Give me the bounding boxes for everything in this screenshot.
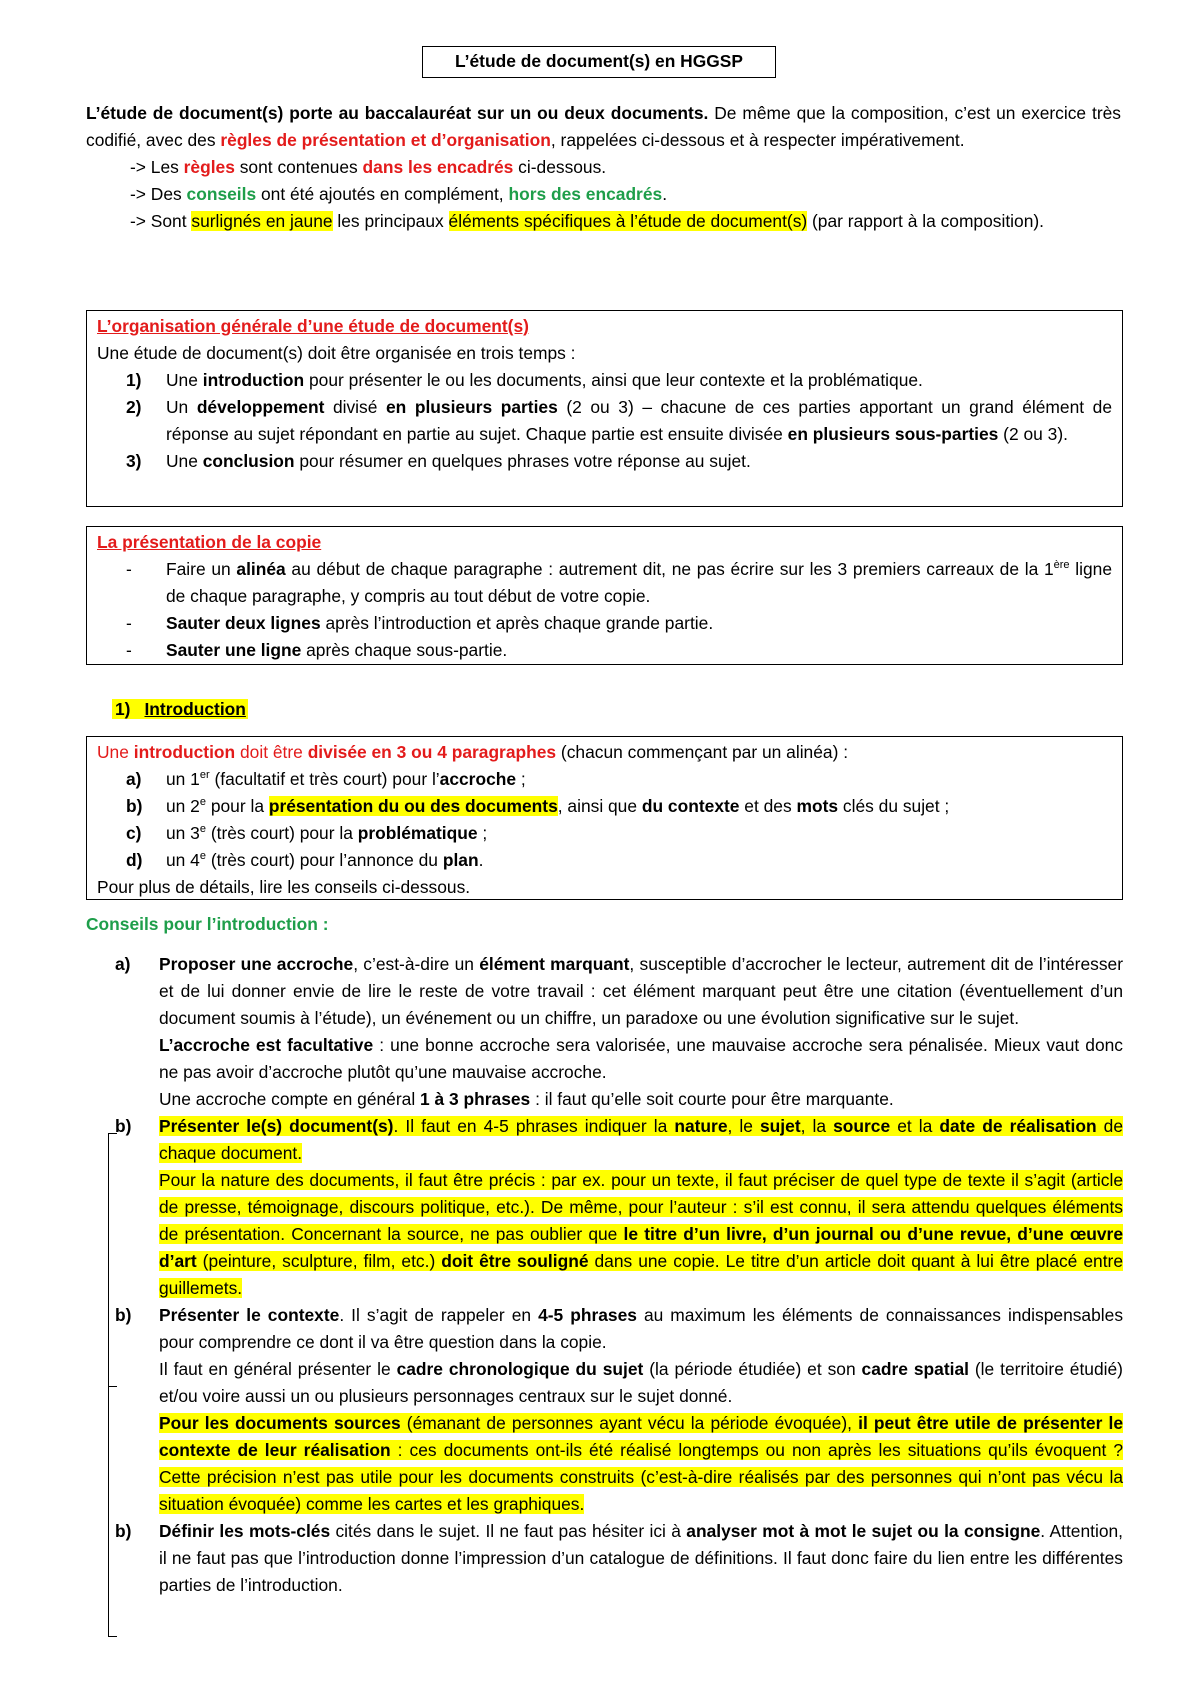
bold-text: analyser mot à mot le sujet ou la consigne xyxy=(686,1521,1041,1541)
text: Une xyxy=(166,451,203,471)
text: un 4 xyxy=(166,850,200,870)
text: Une xyxy=(166,370,203,390)
intro-bold: L’étude de document(s) porte au baccalauréat sur un ou deux documents. xyxy=(86,103,709,123)
text: , la xyxy=(800,1116,834,1136)
item-letter: b) xyxy=(115,1305,132,1325)
item-bullet: - xyxy=(126,640,132,660)
intro-text: De même que la composition, c’est un exercice très codifié, avec des xyxy=(86,103,1121,150)
item-letter: a) xyxy=(115,954,131,974)
list-item xyxy=(97,793,1112,820)
bold-text: introduction xyxy=(202,370,305,390)
item-text xyxy=(166,367,1112,394)
conseil-item xyxy=(115,951,1123,1113)
superscript: e xyxy=(199,796,206,809)
text: , ainsi que xyxy=(557,796,642,816)
text: et la xyxy=(890,1116,940,1136)
red-text: introduction xyxy=(133,742,236,762)
bold-text: mots xyxy=(796,796,839,816)
text: . xyxy=(662,184,668,204)
list-item xyxy=(97,394,1112,448)
bold-text: le titre d’un livre, d’un journal ou d’une revue, d’une œuvre d’art xyxy=(159,1224,1123,1271)
text: ; xyxy=(516,769,526,789)
superscript: er xyxy=(199,769,210,782)
list-item xyxy=(97,367,1112,394)
bold-text: Pour les documents sources xyxy=(159,1413,401,1433)
text: et des xyxy=(739,796,797,816)
box-presentation xyxy=(86,526,1123,665)
text: : une bonne accroche sera valorisée, une mauvaise accroche sera pénalisée. Mieux vaut donc ne pas avoir d’accroche plutôt qu’une mauvaise accroche. xyxy=(159,1035,1123,1082)
item-bullet: - xyxy=(126,559,132,579)
conseils-list xyxy=(115,951,1123,1599)
red-text: règles xyxy=(183,157,235,177)
bold-text: sujet xyxy=(760,1116,801,1136)
bold-text: il peut être utile de présenter le contexte de leur réalisation xyxy=(159,1413,1124,1460)
red-text: doit être xyxy=(235,742,308,762)
item-text xyxy=(159,1302,1123,1518)
bold-text: alinéa xyxy=(236,559,286,579)
list-item xyxy=(97,637,1112,664)
red-text: dans les encadrés xyxy=(362,157,514,177)
list-item xyxy=(97,766,1112,793)
bold-text: 4-5 phrases xyxy=(538,1305,637,1325)
text: -> Des xyxy=(130,184,187,204)
superscript: e xyxy=(199,850,206,863)
list-item xyxy=(97,847,1112,874)
document-title: L’étude de document(s) en HGGSP xyxy=(422,46,776,78)
box-lead xyxy=(97,739,1112,766)
text: Un xyxy=(166,397,197,417)
item-text xyxy=(166,448,1112,475)
item-text xyxy=(166,637,1112,664)
intro-line-conseils xyxy=(86,181,1121,208)
text: Pour la nature des documents, il faut être précis : par ex. pour un texte, il faut préciser de quel type de texte il s’agit (article de presse, témoignage, discours politique, etc.). De même, pour l’auteur : s’il est connu, il sera attendu quelques éléments de présentation. Concernant la source, ne pas oublier que xyxy=(159,1170,1123,1244)
red-text: Une xyxy=(97,742,134,762)
text: (peinture, sculpture, film, etc.) xyxy=(196,1251,442,1271)
bold-text: Sauter une ligne xyxy=(166,640,302,660)
list-item xyxy=(97,556,1112,610)
item-letter: a) xyxy=(126,769,142,789)
item-text xyxy=(166,556,1112,610)
highlight-block xyxy=(159,1116,1123,1163)
text: pour présenter le ou les documents, ainsi que leur contexte et la problématique. xyxy=(304,370,923,390)
bold-text: source xyxy=(833,1116,891,1136)
green-text: conseils xyxy=(186,184,257,204)
text: ont été ajoutés en complément, xyxy=(256,184,509,204)
intro-text: , rappelées ci-dessous et à respecter impérativement. xyxy=(550,130,965,150)
text: au début de chaque paragraphe : autrement dit, ne pas écrire sur les 3 premiers carreaux de la 1 xyxy=(285,559,1054,579)
conseil-item xyxy=(115,1113,1123,1302)
bold-text: Proposer une accroche xyxy=(159,954,354,974)
text: (très court) pour l’annonce du xyxy=(205,850,443,870)
green-text: hors des encadrés xyxy=(508,184,663,204)
item-text xyxy=(166,766,1112,793)
item-bullet: - xyxy=(126,613,132,633)
bold-text: développement xyxy=(196,397,325,417)
item-number: 3) xyxy=(126,451,142,471)
text: Il faut en général présenter le xyxy=(159,1359,397,1379)
text: (la période étudiée) et son xyxy=(643,1359,862,1379)
bold-text: plan xyxy=(442,850,479,870)
text: divisé xyxy=(324,397,386,417)
text: après l’introduction et après chaque grande partie. xyxy=(320,613,714,633)
highlight-block xyxy=(159,1170,1123,1298)
text: pour la xyxy=(205,796,269,816)
bold-text: L’accroche est facultative xyxy=(159,1035,374,1055)
conseils-heading: Conseils pour l’introduction : xyxy=(86,914,329,934)
item-letter: b) xyxy=(126,796,143,816)
bold-text: en plusieurs sous-parties xyxy=(787,424,999,444)
intro-line-rules xyxy=(86,154,1121,181)
bold-text: Sauter deux lignes xyxy=(166,613,321,633)
text: . xyxy=(478,850,484,870)
item-text xyxy=(166,793,1112,820)
text: ci-dessous. xyxy=(513,157,607,177)
bold-text: Définir les mots-clés xyxy=(159,1521,331,1541)
bold-text: nature xyxy=(674,1116,728,1136)
text: sont contenues xyxy=(234,157,363,177)
text: cités dans le sujet. Il ne faut pas hésiter ici à xyxy=(330,1521,687,1541)
box-title: L’organisation générale d’une étude de document(s) xyxy=(97,316,529,336)
item-letter: c) xyxy=(126,823,142,843)
text: Une accroche compte en général xyxy=(159,1089,421,1109)
text: (par rapport à la composition). xyxy=(807,211,1044,231)
item-text xyxy=(166,394,1112,448)
item-text xyxy=(159,951,1123,1113)
item-number: 2) xyxy=(126,397,142,417)
conseil-item xyxy=(115,1518,1123,1599)
box-footer: Pour plus de détails, lire les conseils ci-dessous. xyxy=(97,877,471,897)
text: , susceptible d’accrocher le lecteur, autrement dit de l’intéresser et de lui donner envie de lire le reste de votre travail : cet élément marquant peut être une citation (éventuellement d’un document soumis à l’étude), un événement ou un chiffre, un paradoxe ou une évolution significative sur le sujet. xyxy=(159,954,1123,1028)
text: (chacun commençant par un alinéa) : xyxy=(556,742,849,762)
bold-text: Présenter le contexte xyxy=(159,1305,340,1325)
box-introduction xyxy=(86,736,1123,900)
text: (le territoire étudié) et/ou voire aussi un ou plusieurs personnages centraux sur le sujet donné. xyxy=(159,1359,1123,1406)
bold-text: élément marquant xyxy=(479,954,630,974)
highlight-block xyxy=(159,1413,1123,1514)
section-title: Introduction xyxy=(144,699,246,719)
item-text xyxy=(166,610,1112,637)
intro-line-highlight xyxy=(86,208,1121,235)
text: un 1 xyxy=(166,769,200,789)
item-text xyxy=(166,847,1112,874)
item-text xyxy=(159,1113,1123,1302)
bold-text: date de réalisation xyxy=(939,1116,1097,1136)
text: Faire un xyxy=(166,559,237,579)
text: après chaque sous-partie. xyxy=(301,640,508,660)
bold-text: Présenter le(s) document(s) xyxy=(159,1116,394,1136)
text: -> Sont xyxy=(130,211,192,231)
intro-section xyxy=(86,100,1121,235)
text: (émanant de personnes ayant vécu la période évoquée), xyxy=(400,1413,859,1433)
item-letter: d) xyxy=(126,850,143,870)
text: pour résumer en quelques phrases votre réponse au sujet. xyxy=(294,451,751,471)
text: (2 ou 3) – chacune de ces parties apportant un grand élément de réponse au sujet répondant en partie au sujet. Chaque partie est ensuite divisée xyxy=(166,397,1112,444)
bold-text: problématique xyxy=(357,823,478,843)
item-number: 1) xyxy=(126,370,142,390)
intro-red: règles de présentation et d’organisation xyxy=(220,130,551,150)
section-heading-introduction xyxy=(112,696,248,723)
text: dans une copie. Le titre d’un article doit quant à lui être placé entre guillemets. xyxy=(159,1251,1123,1298)
text: au maximum les éléments de connaissances indispensables pour comprendre ce dont il va être question dans la copie. xyxy=(159,1305,1124,1352)
box-title: La présentation de la copie xyxy=(97,532,322,552)
list-item xyxy=(97,448,1112,475)
text: un 3 xyxy=(166,823,200,843)
bold-text: 1 à 3 phrases xyxy=(420,1089,531,1109)
text: . Il faut en 4-5 phrases indiquer la xyxy=(393,1116,675,1136)
bold-text: cadre chronologique du sujet xyxy=(396,1359,644,1379)
box-organisation xyxy=(86,310,1123,507)
red-text: divisée en 3 ou 4 paragraphes xyxy=(307,742,557,762)
text: (très court) pour la xyxy=(205,823,358,843)
intro-paragraph xyxy=(86,100,1121,154)
text: ligne de chaque paragraphe, y compris au tout début de votre copie. xyxy=(166,559,1113,606)
text: . Il s’agit de rappeler en xyxy=(339,1305,539,1325)
bold-text: accroche xyxy=(439,769,517,789)
item-letter: b) xyxy=(115,1116,132,1136)
bold-text: du contexte xyxy=(641,796,740,816)
highlight-text: surlignés en jaune xyxy=(191,211,333,231)
text: -> Les xyxy=(130,157,184,177)
text: ; xyxy=(477,823,488,843)
conseil-item xyxy=(115,1302,1123,1518)
item-text xyxy=(166,820,1112,847)
superscript: e xyxy=(199,823,206,836)
text: (2 ou 3). xyxy=(998,424,1068,444)
section-number: 1) xyxy=(112,699,142,719)
bold-text: doit être souligné xyxy=(441,1251,589,1271)
list-item xyxy=(97,820,1112,847)
superscript: ère xyxy=(1053,559,1070,572)
text: , c’est-à-dire un xyxy=(353,954,480,974)
box-lead: Une étude de document(s) doit être organisée en trois temps : xyxy=(97,343,576,363)
text: , le xyxy=(727,1116,761,1136)
text: : ces documents ont-ils été réalisé longtemps ou non après les situations qu’ils évoquent ? Cette précision n’est pas utile pour les documents construits (c’est-à-dire réalisés par des personnes qui n’ont pas vécu la situation évoquée) comme les cartes et les graphiques. xyxy=(159,1440,1124,1514)
bold-text: conclusion xyxy=(202,451,295,471)
text: clés du sujet ; xyxy=(838,796,950,816)
list-item xyxy=(97,610,1112,637)
text: . Attention, il ne faut pas que l’introduction donne l’impression d’un catalogue de définitions. Il faut donc faire du lien entre les différentes parties de l’introduction. xyxy=(159,1521,1123,1595)
item-text xyxy=(159,1518,1123,1599)
highlight-text: présentation du ou des documents xyxy=(268,796,558,816)
text: les principaux xyxy=(332,211,449,231)
bold-text: cadre spatial xyxy=(861,1359,969,1379)
item-letter: b) xyxy=(115,1521,132,1541)
highlight-text: éléments spécifiques à l’étude de document(s) xyxy=(448,211,808,231)
text: : il faut qu’elle soit courte pour être marquante. xyxy=(530,1089,894,1109)
text: (facultatif et très court) pour l’ xyxy=(209,769,440,789)
text: un 2 xyxy=(166,796,200,816)
bold-text: en plusieurs parties xyxy=(385,397,558,417)
text: de chaque document. xyxy=(159,1116,1124,1163)
